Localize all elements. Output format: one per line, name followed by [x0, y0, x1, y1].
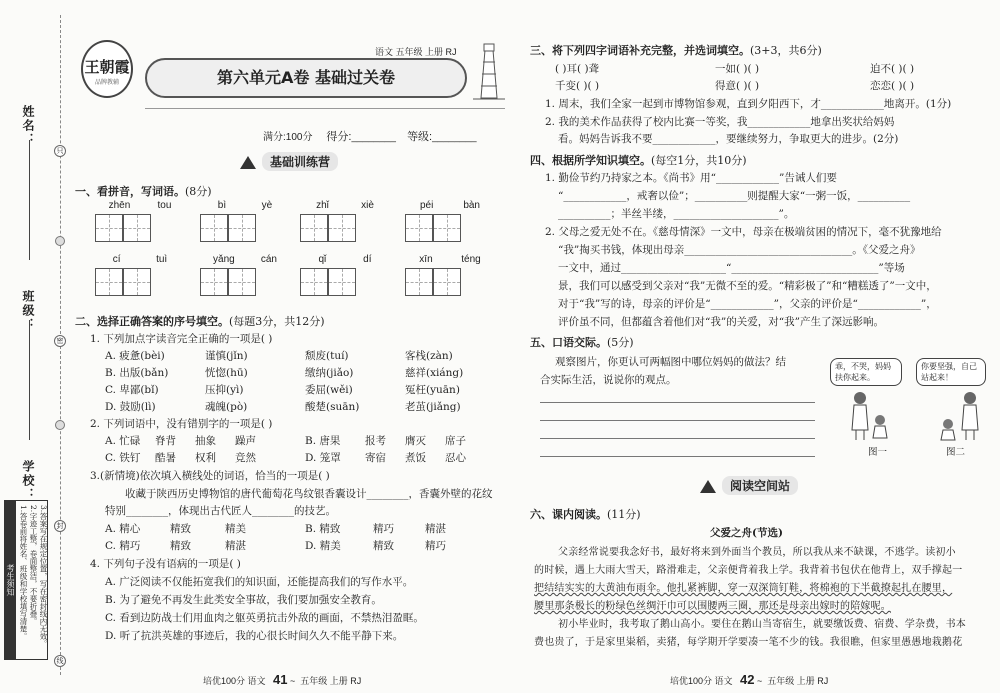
writing-grid[interactable] — [200, 268, 228, 296]
full-score: 满分:100分 — [263, 132, 313, 143]
question-3-title: 三、将下列四字词语补充完整，并选词填空。 — [530, 44, 750, 57]
idiom-blank[interactable]: 得意( )( ) — [715, 80, 760, 92]
option-row — [105, 348, 505, 363]
option-word: 忍心 — [445, 452, 466, 464]
option-word: 精湛 — [225, 540, 246, 552]
name-label: 姓名： — [21, 105, 35, 147]
question-6-title: 六、课内阅读。 — [530, 508, 607, 521]
passage-line: 父亲经常说要我念好书，最好将来到外面当个教员，所以我从来不缺课，不逃学。读初小 — [558, 547, 956, 558]
question-stem: 2. 下列词语中，没有错别字的一项是( ) — [90, 418, 273, 430]
option-word: 冤枉(yuān) — [405, 384, 460, 396]
option-word: 寄宿 — [365, 452, 386, 464]
notice-line: 1.答卷前将姓名、班级和学校填写清楚。 — [19, 505, 28, 640]
writing-grid[interactable] — [433, 214, 461, 242]
brand-logo — [81, 40, 133, 98]
pinyin-text: qǐ — [318, 254, 327, 265]
option-row — [105, 538, 465, 553]
writing-grid[interactable] — [123, 214, 151, 242]
question-1-points: (8分) — [185, 185, 212, 198]
lighthouse-icon — [473, 42, 505, 102]
question-prompt: 观察图片，你更认可两幅图中哪位妈妈的做法？结 — [555, 356, 786, 368]
seal-char: 只 — [54, 145, 66, 157]
option-a[interactable]: A. 广泛阅读不仅能拓宽我们的知识面，还能提高我们的写作水平。 — [105, 576, 414, 588]
question-prompt: 合实际生活，说说你的观点。 — [540, 374, 677, 386]
pinyin-item — [300, 200, 390, 242]
seal-char: 线 — [54, 655, 66, 667]
answer-line[interactable] — [540, 438, 815, 439]
fill-line[interactable]: “____________，戒奢以俭”；__________则提醒大家“一粥一饭，__________ — [558, 190, 911, 202]
writing-grid[interactable] — [433, 268, 461, 296]
question-2-title: 二、选择正确答案的序号填空。 — [75, 315, 229, 328]
pinyin-item — [95, 200, 185, 242]
option-d[interactable]: D. 听了抗洪英雄的事迹后，我的心很长时间久久不能平静下来。 — [105, 630, 404, 642]
section-icon — [700, 480, 716, 493]
pinyin-text: tou — [157, 200, 172, 211]
option-word: 精湛 — [425, 523, 446, 535]
idiom-blank[interactable]: 一如( )( ) — [715, 63, 760, 75]
option-b[interactable]: B. 精致 — [305, 523, 341, 535]
writing-grid[interactable] — [200, 214, 228, 242]
pinyin-item — [405, 254, 495, 296]
name-blank[interactable] — [29, 140, 30, 260]
question-4-heading — [530, 152, 747, 168]
option-row — [105, 382, 505, 397]
grade-blank[interactable]: ________ — [432, 132, 477, 143]
left-page — [75, 0, 510, 693]
option-word: 精巧 — [425, 540, 446, 552]
score-blank[interactable]: ________ — [351, 132, 396, 143]
pinyin-text: xiè — [361, 200, 374, 211]
fill-line[interactable]: 对于“我”写的诗，母亲的评价是“____________”，父亲的评价是“____________”， — [558, 298, 937, 310]
figure-caption: 图一 — [868, 447, 888, 458]
option-word: 报考 — [365, 435, 386, 447]
passage-line: 的时候，遇上大雨大雪天，路滑难走，父亲便背着我上学。我背着书包伏在他背上，双手撑起一 — [534, 565, 963, 576]
option-word: 慈祥(xiáng) — [405, 367, 464, 379]
question-2-heading — [75, 313, 325, 329]
question-5-heading — [530, 334, 634, 350]
fill-sentence[interactable]: 2. 我的美术作品获得了校内比赛一等奖，我____________地拿出奖状给妈妈 — [545, 116, 895, 128]
option-c[interactable]: C. 精巧 — [105, 540, 141, 552]
idiom-blank[interactable]: 恋恋( )( ) — [870, 80, 915, 92]
fill-line[interactable]: 2. 父母之爱无处不在。《慈母情深》一文中，母亲在极端贫困的情况下，毫不犹豫地给 — [545, 226, 942, 238]
pinyin-text: yǎng — [213, 254, 235, 265]
option-word: 委屈(wěi) — [305, 384, 353, 396]
option-word: 压抑(yì) — [205, 384, 244, 396]
punch-hole — [55, 420, 65, 430]
question-passage: 特别________，体现出古代匠人________的技艺。 — [105, 505, 336, 517]
score-line — [263, 128, 477, 144]
grade-label: 等级: — [407, 131, 433, 143]
section-banner — [700, 476, 798, 496]
right-page — [530, 0, 990, 693]
question-1-title: 一、看拼音，写词语。 — [75, 185, 185, 198]
pinyin-text: dí — [363, 254, 372, 265]
pinyin-item — [200, 200, 290, 242]
option-word: 精致 — [170, 523, 191, 535]
writing-grid[interactable] — [328, 214, 356, 242]
writing-grid[interactable] — [300, 214, 328, 242]
exam-notice-box — [4, 500, 48, 660]
option-d[interactable]: D. 笼罩 — [305, 452, 341, 464]
notice-line: 3.答案写在规定位置，写在密封线内无效。 — [39, 505, 48, 648]
footer-series: 培优100分 语文 — [670, 676, 733, 686]
question-5-title: 五、口语交际。 — [530, 336, 607, 349]
page-footer: 培优100分 语文 41 ~ 五年级 上册 RJ — [203, 672, 362, 687]
question-5-points: (5分) — [607, 336, 634, 349]
pinyin-item — [200, 254, 290, 296]
idiom-row — [555, 61, 914, 76]
notice-head: 考生须知 — [5, 501, 16, 659]
pinyin-text: cán — [260, 254, 277, 265]
pinyin-text: bì — [217, 200, 227, 211]
question-4-title: 四、根据所学知识填空。 — [530, 154, 651, 167]
option-word: 席子 — [445, 435, 466, 447]
section-banner — [240, 152, 338, 172]
illustration — [828, 358, 988, 458]
page-title: 第六单元A卷 基础过关卷 — [145, 58, 467, 98]
option-row — [105, 521, 465, 536]
option-row — [105, 399, 505, 414]
page-footer: 培优100分 语文 42 ~ 五年级 上册 RJ — [670, 672, 829, 687]
logo-subtext: 品牌教辅 — [94, 79, 119, 86]
pinyin-item — [405, 200, 495, 242]
option-word: 权利 — [195, 452, 216, 464]
option-row — [105, 433, 485, 448]
question-3-heading — [530, 42, 822, 58]
option-a[interactable]: A. 忙碌 — [105, 435, 141, 447]
section-title: 基础训练营 — [262, 152, 338, 171]
option-b[interactable]: B. 出版(bǎn) — [105, 367, 169, 379]
passage-line: 腰里那条极长的粉绿色丝绸汗巾可以围腰两三圈，那还是母亲出嫁时的陪嫁呢。 — [534, 601, 891, 612]
passage-line: 初小毕业时，我考取了鹅山高小。要住在鹅山当寄宿生，就要缴饭费、宿费、学杂费，书本 — [558, 619, 966, 630]
option-row — [105, 365, 505, 380]
fill-line[interactable]: 景，我们可以感受到父亲对“我”无微不至的爱。“精彩极了”和“糟糕透了”一文中， — [558, 280, 937, 292]
grade-meta: 语文 五年级 上册 RJ — [375, 47, 457, 57]
option-word: 煮饭 — [405, 452, 426, 464]
speech-bubble-2: 你要坚强，自己站起来！ — [916, 358, 986, 386]
pinyin-item — [300, 254, 390, 296]
speech-bubble-1: 乖，不哭，妈妈扶你起来。 — [830, 358, 902, 386]
option-word: 客栈(zàn) — [405, 350, 453, 362]
answer-line[interactable] — [540, 402, 815, 403]
option-c[interactable]: C. 看到边防战士们用血肉之躯英勇抗击外敌的画面，不禁热泪盈眶。 — [105, 612, 424, 624]
pinyin-text: péi — [419, 200, 434, 211]
writing-grid[interactable] — [95, 214, 123, 242]
option-word: 精巧 — [373, 523, 394, 535]
writing-grid[interactable] — [405, 268, 433, 296]
answer-line[interactable] — [540, 456, 815, 457]
option-word: 精致 — [373, 540, 394, 552]
option-word: 膺灭 — [405, 435, 426, 447]
writing-grid[interactable] — [228, 268, 256, 296]
section-icon — [240, 156, 256, 169]
option-b[interactable]: B. 唐果 — [305, 435, 341, 447]
question-1-heading — [75, 183, 212, 199]
pinyin-text: xīn — [419, 254, 433, 265]
option-word: 精致 — [170, 540, 191, 552]
pinyin-text: tuì — [156, 254, 168, 265]
notice-line: 2.字迹工整，卷面整洁，不要折叠。 — [29, 505, 38, 625]
question-6-points: (11分) — [607, 508, 641, 521]
seal-char: 密 — [54, 335, 66, 347]
pinyin-text: zhǐ — [316, 200, 329, 211]
option-word: 颓废(tuí) — [305, 350, 349, 362]
idiom-row — [555, 78, 914, 93]
punch-hole — [55, 236, 65, 246]
fill-line[interactable]: __________；半丝半缕，____________________”。 — [558, 208, 795, 220]
option-word: 酸楚(suān) — [305, 401, 360, 413]
score-label: 得分: — [326, 131, 352, 143]
question-stem: 1. 下列加点字读音完全正确的一项是( ) — [90, 333, 273, 345]
option-word: 脊背 — [155, 435, 176, 447]
logo-text: 王朝霞 — [84, 58, 130, 76]
option-word: 抽象 — [195, 435, 216, 447]
passage-title: 父爱之舟(节选) — [710, 527, 783, 539]
fill-line[interactable]: 1. 勤俭节约乃持家之本。《尚书》用“____________”告诫人们要 — [545, 172, 837, 184]
class-label: 班级： — [21, 290, 35, 332]
footer-grade: 五年级 上册 RJ — [767, 676, 829, 686]
option-word: 缴纳(jiǎo) — [305, 367, 354, 379]
binding-margin — [0, 0, 70, 693]
option-b[interactable]: B. 为了避免不再发生此类安全事故，我们要加强安全教育。 — [105, 594, 382, 606]
fill-line[interactable]: “我”掏买书钱，体现出母亲________________________________。《父爱之舟》 — [558, 244, 921, 256]
idiom-blank[interactable]: 迫不( )( ) — [870, 63, 915, 75]
pinyin-text: zhēn — [108, 200, 131, 211]
pinyin-text: cí — [112, 254, 121, 265]
option-word: 精美 — [225, 523, 246, 535]
figure-caption: 图二 — [946, 447, 966, 458]
writing-grid[interactable] — [405, 214, 433, 242]
seal-char: 封 — [54, 520, 66, 532]
option-a[interactable]: A. 精心 — [105, 523, 141, 535]
pinyin-text: bàn — [463, 200, 480, 211]
option-c[interactable]: C. 卑鄙(bǐ) — [105, 384, 159, 396]
writing-grid[interactable] — [228, 214, 256, 242]
writing-grid[interactable] — [123, 268, 151, 296]
option-a[interactable]: A. 疲惫(bèi) — [105, 350, 165, 362]
question-passage: 收藏于陕西历史博物馆的唐代葡萄花鸟纹银香囊设计________，香囊外壁的花纹 — [125, 488, 493, 500]
writing-grid[interactable] — [328, 268, 356, 296]
question-stem: 3.(新情境)依次填入横线处的词语，恰当的一项是( ) — [90, 470, 330, 482]
page-number: 41 — [273, 672, 288, 687]
option-word: 恍惚(hū) — [205, 367, 248, 379]
option-d[interactable]: D. 鼓励(lì) — [105, 401, 156, 413]
mother-child-figures — [838, 390, 988, 442]
option-word: 酷暑 — [155, 452, 176, 464]
option-word: 谨慎(jǐn) — [205, 350, 248, 362]
writing-grid[interactable] — [300, 268, 328, 296]
question-2-points: (每题3分，共12分) — [229, 315, 325, 328]
question-6-heading — [530, 506, 641, 522]
fill-sentence[interactable]: 1. 周末，我们全家一起到市博物馆参观，直到夕阳西下，才____________地离开。(1分) — [545, 98, 952, 110]
option-word: 竞然 — [235, 452, 256, 464]
option-word: 老茧(jiǎng) — [405, 401, 461, 413]
answer-line[interactable] — [540, 420, 815, 421]
idiom-blank[interactable]: 千变( )( ) — [555, 80, 600, 92]
option-word: 魂魄(pò) — [205, 401, 248, 413]
pinyin-text: yè — [261, 200, 273, 211]
option-d[interactable]: D. 精美 — [305, 540, 341, 552]
option-row — [105, 450, 485, 465]
passage-line: 把结结实实的大黄油布雨伞。他扎紧裤脚，穿一双深筒钉鞋，将棉袍的下半截撩起扎在腰里， — [534, 583, 953, 594]
footer-series: 培优100分 语文 — [203, 676, 266, 686]
pinyin-text: téng — [461, 254, 481, 265]
footer-grade: 五年级 上册 RJ — [300, 676, 362, 686]
pinyin-item — [95, 254, 185, 296]
option-c[interactable]: C. 铁钉 — [105, 452, 141, 464]
section-title: 阅读空间站 — [722, 476, 798, 495]
writing-grid[interactable] — [95, 268, 123, 296]
idiom-blank[interactable]: ( )耳( )聋 — [555, 63, 600, 75]
school-label: 学校： — [21, 460, 35, 502]
question-stem: 4. 下列句子没有语病的一项是( ) — [90, 558, 241, 570]
fill-line[interactable]: 一文中，通过____________________“____________________________”等场 — [558, 262, 905, 274]
page-number: 42 — [740, 672, 755, 687]
option-word: 躁声 — [235, 435, 256, 447]
question-4-points: (每空1分，共10分) — [651, 154, 747, 167]
passage-line: 费也贵了，于是家里粜稻，卖猪，每学期开学要凑一笔不少的钱。我很瞧，但家里愚愚地栽鹅花 — [534, 637, 963, 648]
title-divider — [145, 108, 505, 109]
question-3-points: (3+3，共6分) — [750, 44, 822, 57]
fill-line: 评价虽不同，但都蕴含着他们对“我”的关爱，对“我”产生了深远影响。 — [558, 316, 884, 328]
class-blank[interactable] — [29, 320, 30, 440]
fill-sentence[interactable]: 看。妈妈告诉我不要____________，要继续努力，争取更大的进步。(2分) — [558, 133, 899, 145]
